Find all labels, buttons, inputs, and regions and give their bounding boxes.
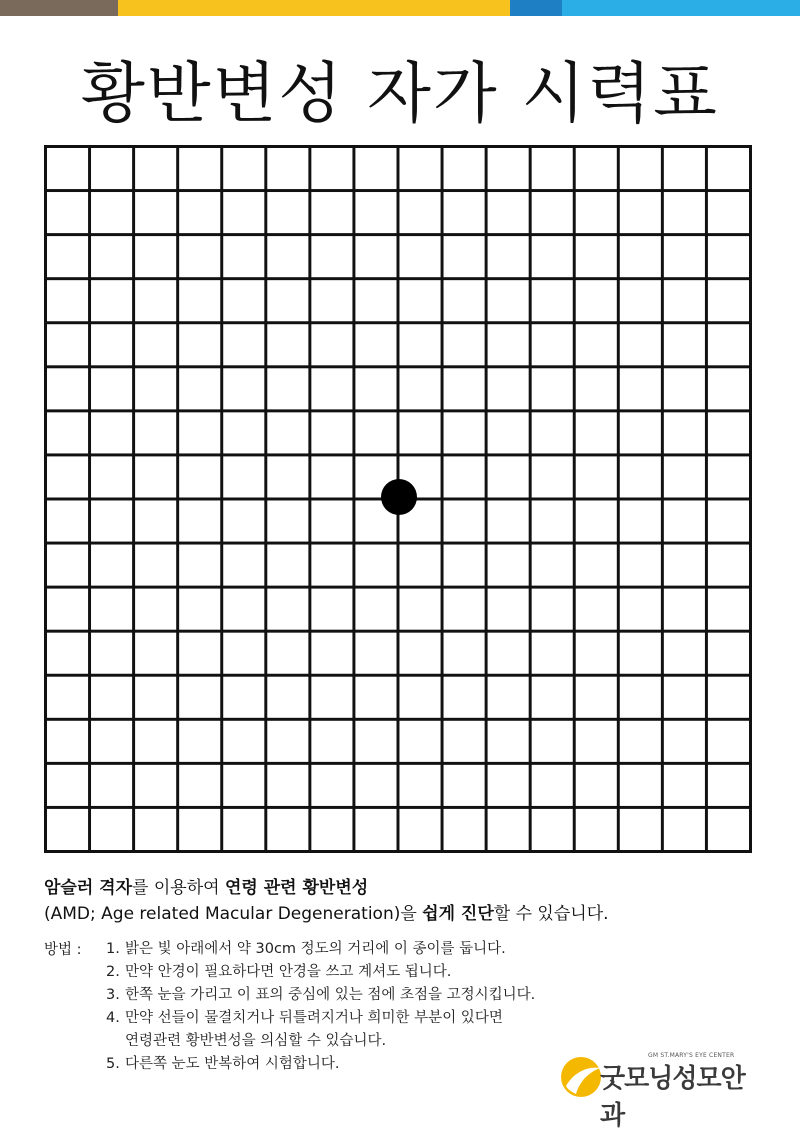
step-number: 2. [106, 964, 120, 980]
logo-subtitle: GM ST.MARY'S EYE CENTER [648, 1052, 735, 1059]
top-bar-lightblue [562, 0, 800, 16]
method-step [106, 1053, 626, 1076]
step-number: 5. [106, 1056, 120, 1072]
intro-bold-amsler: 암슬러 격자 [44, 878, 133, 898]
step-text: 밝은 빛 아래에서 약 30cm 정도의 거리에 이 종이를 둡니다. [125, 941, 506, 957]
logo-name: 굿모닝성모안과 [600, 1064, 745, 1131]
method-steps [106, 938, 626, 1076]
intro-line2-post: 할 수 있습니다. [493, 904, 609, 924]
intro-bold-amd: 연령 관련 황반변성 [224, 878, 369, 898]
method-step [106, 1007, 626, 1053]
method-label: 방법 : [44, 942, 82, 958]
center-fixation-dot [381, 479, 417, 515]
step-text: 다른쪽 눈도 반복하여 시험합니다. [125, 1056, 340, 1072]
intro-line2-pre: (AMD; Age related Macular Degeneration)을 [44, 904, 423, 924]
intro-line-2 [44, 901, 764, 927]
intro-text [44, 875, 764, 927]
intro-bold-diagnosis: 쉽게 진단 [422, 904, 494, 924]
logo-swoosh-icon [560, 1056, 602, 1098]
clinic-logo [560, 1052, 760, 1131]
step-number: 4. [106, 1010, 120, 1026]
step-number: 3. [106, 987, 120, 1003]
method-step [106, 938, 626, 961]
step-number: 1. [106, 941, 120, 957]
method-step [106, 984, 626, 1007]
step-text: 만약 안경이 필요하다면 안경을 쓰고 계셔도 됩니다. [125, 964, 452, 980]
method-step [106, 961, 626, 984]
intro-mid: 를 이용하여 [132, 878, 225, 898]
step-text: 만약 선들이 물결치거나 뒤틀려지거나 희미한 부분이 있다면 연령관련 황반변성을 의심할 수 있습니다. [125, 1010, 503, 1049]
top-bar-blue [510, 0, 562, 16]
top-bar-yellow [118, 0, 510, 16]
top-color-bar [0, 0, 800, 16]
intro-line-1 [44, 875, 764, 901]
step-text: 한쪽 눈을 가리고 이 표의 중심에 있는 점에 초점을 고정시킵니다. [125, 987, 536, 1003]
top-bar-brown [0, 0, 118, 16]
page-title: 황반변성 자가 시력표 [81, 55, 719, 132]
